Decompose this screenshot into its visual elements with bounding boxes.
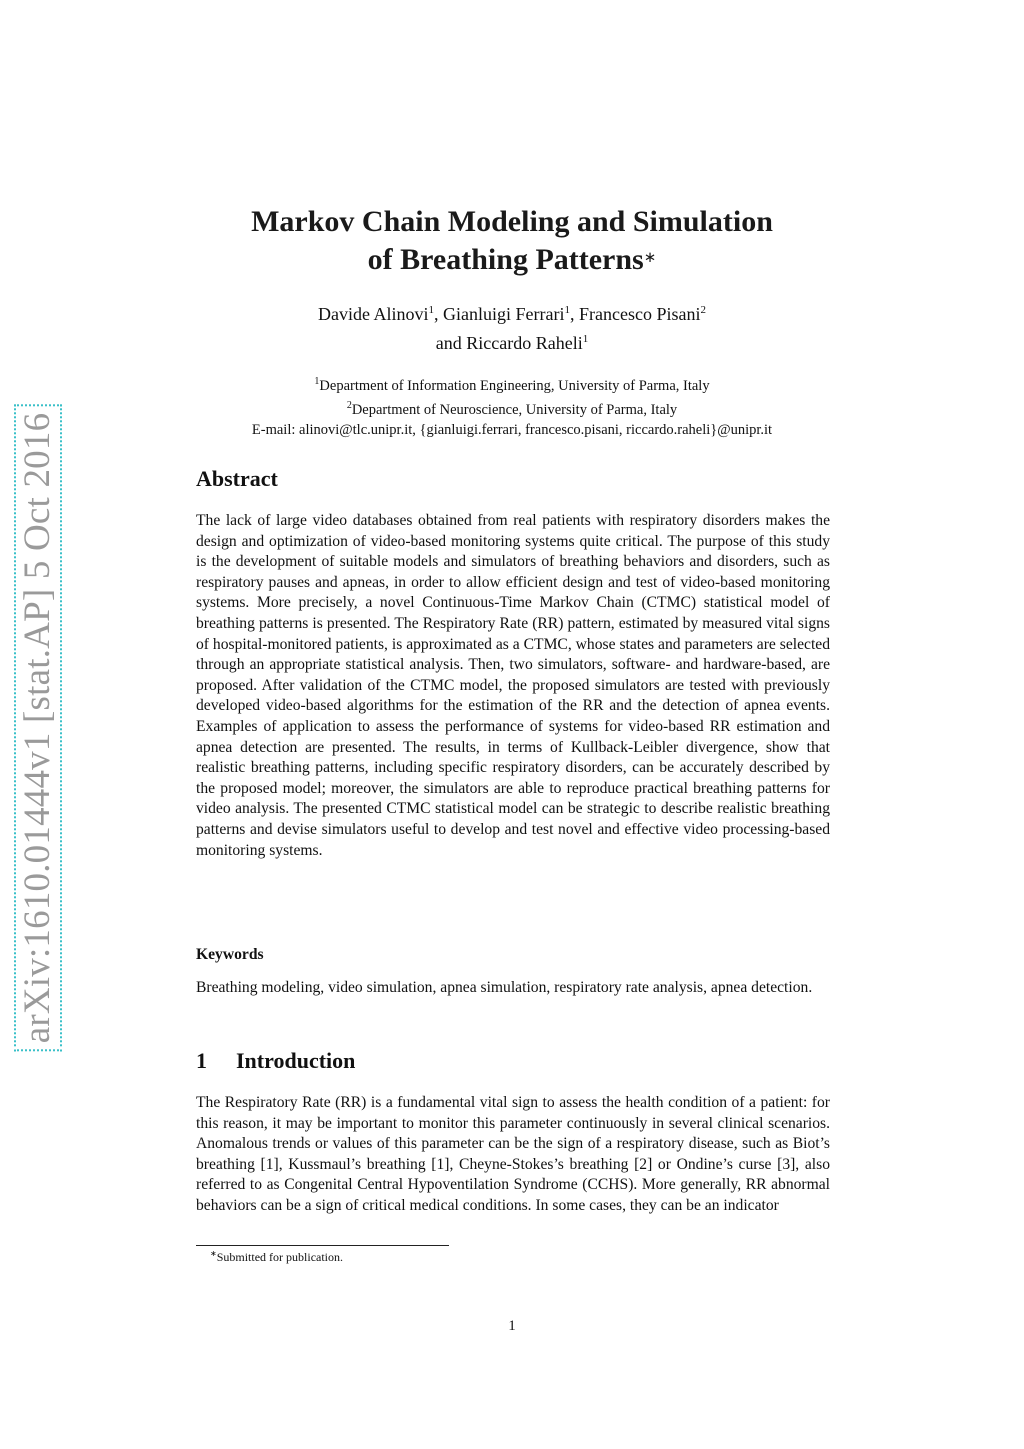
title-line-2: of Breathing Patterns <box>367 243 644 276</box>
keywords-text: Breathing modeling, video simulation, apnea simulation, respiratory rate analysis, apnea detection. <box>196 979 813 996</box>
affiliation-mark: 2 <box>346 399 352 411</box>
affiliation-mark: 1 <box>314 376 320 387</box>
arxiv-stamp <box>8 412 68 1043</box>
contact-email: E-mail: alinovi@tlc.unipr.it, {gianluigi.ferrari, francesco.pisani, riccardo.raheli}@unipr.it <box>251 421 773 438</box>
section-number: 1 <box>196 1048 207 1073</box>
paper-title <box>195 203 829 279</box>
title-line-1: Markov Chain Modeling and Simulation <box>251 205 773 238</box>
footnote <box>210 1249 343 1265</box>
affiliation-mark: 1 <box>564 304 570 316</box>
author-conjunction: and <box>435 333 462 353</box>
affiliation-mark: 1 <box>428 304 435 316</box>
section-title: Introduction <box>236 1048 356 1073</box>
arxiv-identifier[interactable]: arXiv:1610.01444v1 [stat.AP] 5 Oct 2016 <box>14 404 62 1051</box>
abstract-text: The lack of large video databases obtained from real patients with respiratory disorders makes the design and optimization of video-based monitoring systems quite critical. The purpose of this study is the development of suitable models and simulators of breathing behaviors and disorders, such as respiratory pauses and apneas, in order to allow efficient design and test of video-based monitoring systems. More precisely, a novel Continuous-Time Markov Chain (CTMC) statistical model of breathing patterns is presented. The Respiratory Rate (RR) pattern, estimated by measured vital signs of hospital-monitored patients, is approximated as a CTMC, whose states and parameters are selected through an appropriate statistical analysis. Then, two simulators, software- and hardware-based, are proposed. After validation of the CTMC model, the proposed simulators are tested with previously developed video-based algorithms for the estimation of the RR and the detection of apnea events. Examples of application to assess the performance of systems for video-based RR estimation and apnea detection are presented. The results, in terms of Kullback-Leibler divergence, show that realistic breathing patterns, including specific respiratory disorders, can be accurately described by the proposed model; moreover, the simulators are able to reproduce practical breathing patterns for video analysis. The presented CTMC statistical model can be strategic to describe realistic breathing patterns and devise simulators useful to develop and test novel and effective video processing-based monitoring systems. <box>196 512 830 859</box>
affiliation-text: Department of Information Engineering, University of Parma, Italy <box>319 377 710 394</box>
affiliation-mark: 1 <box>582 333 589 345</box>
title-footnote-mark: ∗ <box>643 250 657 266</box>
affiliations <box>180 372 844 440</box>
affiliation-2 <box>180 396 844 420</box>
affiliation-1 <box>180 372 844 396</box>
footnote-text: Submitted for publication. <box>216 1250 344 1264</box>
affiliation-text: Department of Neuroscience, University of Parma, Italy <box>351 401 678 418</box>
introduction-text: The Respiratory Rate (RR) is a fundamental vital sign to assess the health condition of a patient: for this reason, it may be important to monitor this parameter continuously in several clinical scenarios. Anomalous trends or values of this parameter can be the sign of a respiratory disease, such as Biot’s breathing [1], Kussmaul’s breathing [1], Cheyne-Stokes’s breathing [2] or Ondine’s curse [3], also referred to as Congenital Central Hypoventilation Syndrome (CCHS). More generally, RR abnormal behaviors can be a sign of critical medical conditions. In some cases, they can be an indicator <box>196 1094 830 1214</box>
page-number: 1 <box>508 1318 516 1334</box>
footnote-rule <box>196 1245 449 1246</box>
keywords-heading: Keywords <box>196 946 264 963</box>
abstract-heading: Abstract <box>196 466 278 491</box>
author-name: Davide Alinovi <box>318 304 429 324</box>
author-name: Francesco Pisani <box>578 304 701 324</box>
footnote-mark: ∗ <box>210 1249 217 1258</box>
author-name: Riccardo Raheli <box>466 333 583 353</box>
author-list: Davide Alinovi$^1$, Gianluigi Ferrari$^1$, Francesco Pisani$^2$ and Riccardo Raheli$^1$ <box>318 304 706 353</box>
author-name: Gianluigi Ferrari <box>443 304 565 324</box>
section-heading-introduction <box>196 1048 355 1074</box>
affiliation-mark: 2 <box>700 304 706 316</box>
